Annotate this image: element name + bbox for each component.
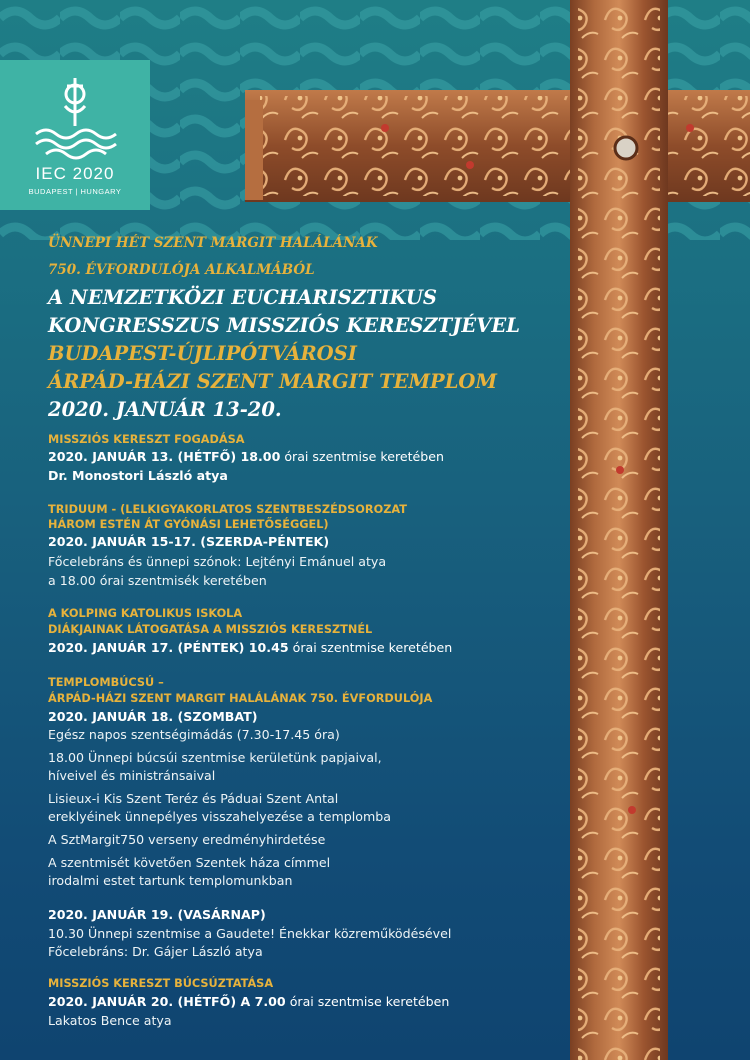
section-line: Főcelebráns: Dr. Gájer László atya [48,944,263,959]
section-line: híveivel és ministránsaival [48,768,216,783]
heading-line-4: KONGRESSZUS MISSZIÓS KERESZTJÉVEL [48,314,520,337]
section-date: 2020. JANUÁR 15-17. (SZERDA-PÉNTEK) [48,534,330,549]
section-line: Egész napos szentségimádás (7.30-17.45 óra) [48,727,340,742]
section-line: a 18.00 órai szentmisék keretében [48,573,267,588]
heading-line-3: A NEMZETKÖZI EUCHARISZTIKUS [48,286,437,309]
section-line: 10.30 Ünnepi szentmise a Gaudete! Énekkar közreműködésével [48,926,452,941]
heading-line-6: ÁRPÁD-HÁZI SZENT MARGIT TEMPLOM [48,370,497,393]
section-line: ereklyéinek ünnepélyes visszahelyezése a templomba [48,809,391,824]
section-date: 2020. JANUÁR 20. (HÉTFŐ) A 7.00 órai szentmise keretében [48,994,450,1009]
heading-line-2: 750. ÉVFORDULÓJA ALKALMÁBÓL [48,262,315,278]
iec-logo [0,60,150,210]
section-date: 2020. JANUÁR 17. (PÉNTEK) 10.45 órai szentmise keretében [48,640,453,655]
logo-subtitle: BUDAPEST | HUNGARY [28,187,122,196]
section-title: A KOLPING KATOLIKUS ISKOLA [48,607,243,620]
section-line: 18.00 Ünnepi búcsúi szentmise kerületünk papjaival, [48,750,382,765]
section-title: TRIDUUM - (LELKIGYAKORLATOS SZENTBESZÉDSOROZAT [48,503,407,516]
section-title: TEMPLOMBÚCSÚ – [48,676,164,689]
heading-line-1: ÜNNEPI HÉT SZENT MARGIT HALÁLÁNAK [48,235,378,251]
section-line: Lisieux-i Kis Szent Teréz és Páduai Szent Antal [48,791,339,806]
section-title: MISSZIÓS KERESZT BÚCSÚZTATÁSA [48,977,274,990]
heading-line-7: 2020. JANUÁR 13-20. [48,398,282,421]
section-line: Lakatos Bence atya [48,1013,172,1028]
heading-line-5: BUDAPEST-ÚJLIPÓTVÁROSI [48,342,357,365]
logo-title: IEC 2020 [35,164,115,183]
section-date: 2020. JANUÁR 18. (SZOMBAT) [48,709,258,724]
section-line: A szentmisét követően Szentek háza címmel [48,855,331,870]
section-title: DIÁKJAINAK LÁTOGATÁSA A MISSZIÓS KERESZTNÉL [48,623,373,636]
section-date: 2020. JANUÁR 13. (HÉTFŐ) 18.00 órai szentmise keretében [48,449,445,464]
section-title: HÁROM ESTÉN ÁT GYÓNÁSI LEHETŐSÉGGEL) [48,518,329,531]
section-title: ÁRPÁD-HÁZI SZENT MARGIT HALÁLÁNAK 750. ÉVFORDULÓJA [48,692,433,705]
section-title: MISSZIÓS KERESZT FOGADÁSA [48,433,245,446]
section-line: irodalmi estet tartunk templomunkban [48,873,293,888]
section-line: Főcelebráns és ünnepi szónok: Lejtényi Emánuel atya [48,554,387,569]
section-line: Dr. Monostori László atya [48,468,228,483]
section-date: 2020. JANUÁR 19. (VASÁRNAP) [48,907,266,922]
section-line: A SztMargit750 verseny eredményhirdetése [48,832,326,847]
chalice-cross-icon [30,76,120,162]
